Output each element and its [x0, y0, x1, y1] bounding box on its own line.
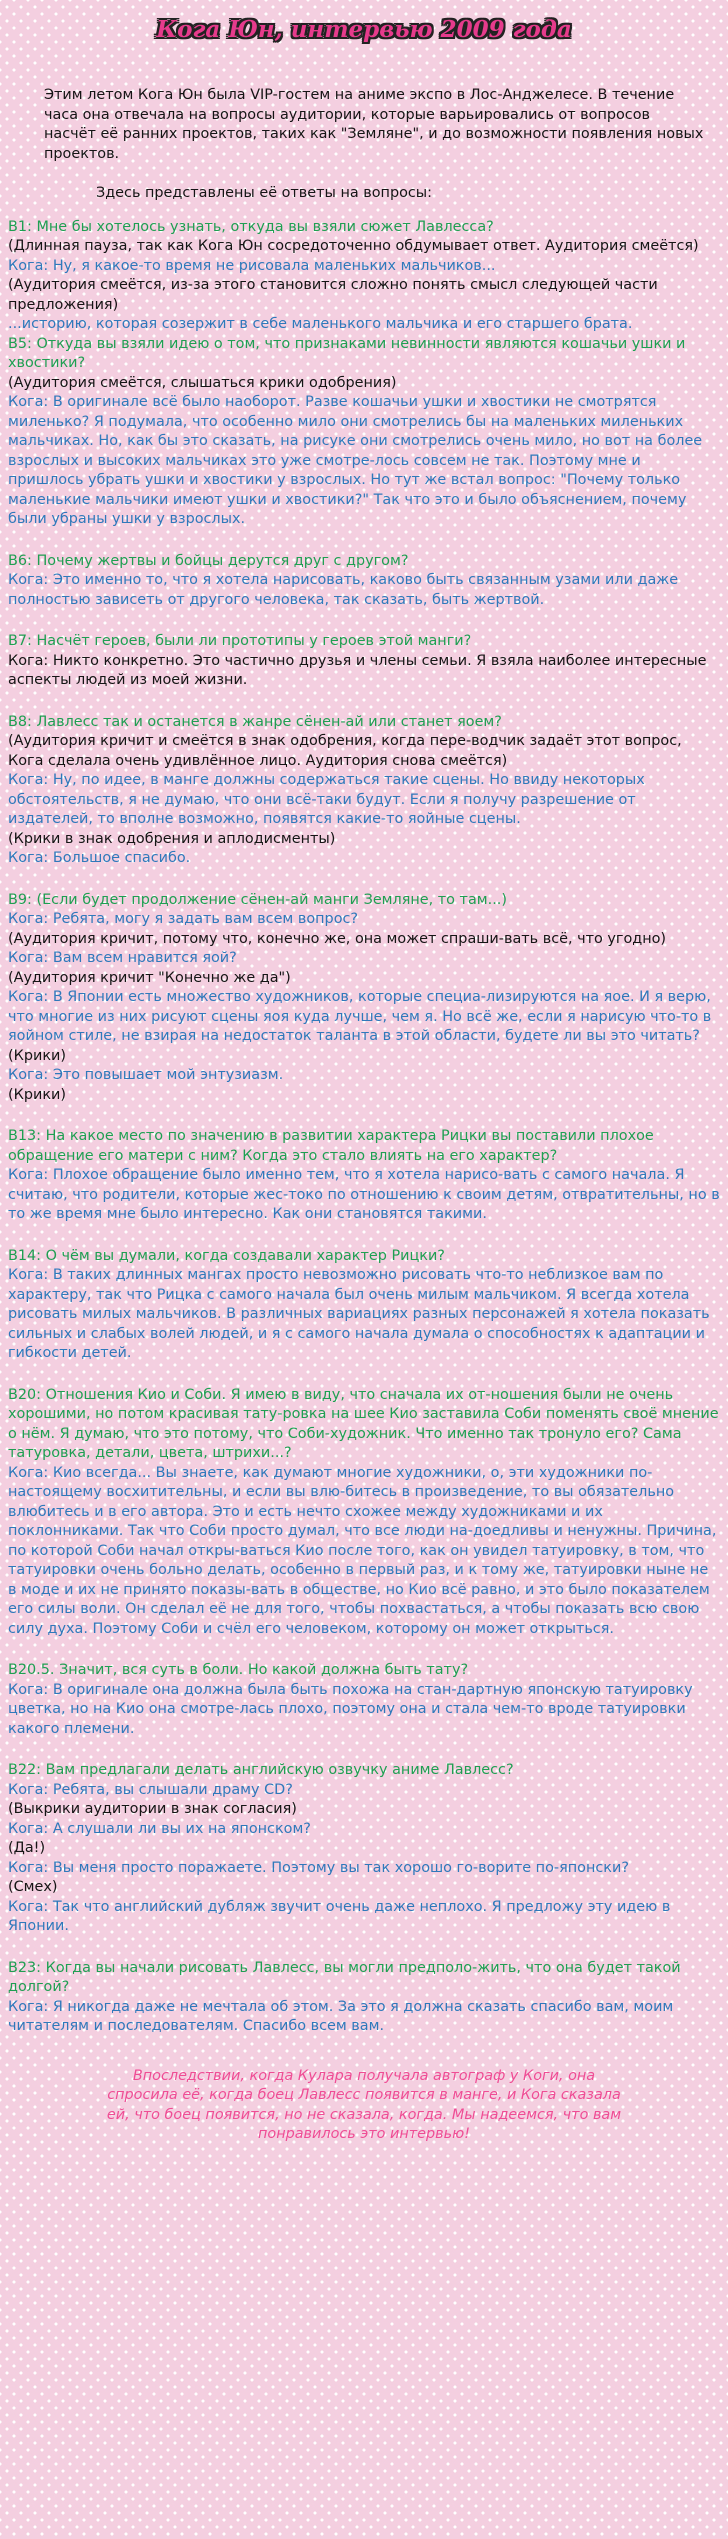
- question-line: В23: Когда вы начали рисовать Лавлесс, вы могли предполо-жить, что она будет такой долгой?: [8, 1959, 681, 1995]
- qa-sections: [8, 218, 720, 2037]
- audience-line: (Крики): [8, 1086, 66, 1103]
- question-line: В8: Лавлесс так и останется в жанре сёнен-ай или станет яоем?: [8, 713, 502, 730]
- audience-line: (Выкрики аудитории в знак согласия): [8, 1801, 297, 1817]
- qa-block: [8, 891, 720, 1106]
- qa-block: [8, 1761, 720, 1937]
- answer-line: Кога: Так что английский дубляж звучит очень даже неплохо. Я предложу эту идею в Японии.: [8, 1898, 671, 1934]
- question-line: В22: Вам предлагали делать английскую озвучку аниме Лавлесс?: [8, 1762, 514, 1778]
- audience-line: (Да!): [8, 1840, 46, 1856]
- question-line: В20.5. Значит, вся суть в боли. Но какой должна быть тату?: [8, 1662, 469, 1678]
- audience-line: (Аудитория кричит, потому что, конечно же, она может спраши-вать всё, что угодно): [8, 930, 667, 947]
- answer-line: Кога: Это повышает мой энтузиазм.: [8, 1067, 284, 1083]
- page-title: Кога Юн, интервью 2009 года: [156, 16, 572, 43]
- answer-line: Кога: Вам всем нравится яой?: [8, 950, 237, 966]
- audience-line: (Крики в знак одобрения и аплодисменты): [8, 830, 336, 847]
- answer-line: Кога: Ребята, вы слышали драму CD?: [8, 1781, 293, 1798]
- qa-block: [8, 218, 720, 530]
- question-line: В6: Почему жертвы и бойцы дерутся друг с другом?: [8, 552, 409, 569]
- answer-line: Кога: В Японии есть множество художников, которые специа-лизируются на яое. И я верю, что многие из них рисуют сцены яоя куда лучше, чем я. Но всё же, если я нарисую что-то в яойном стиле, не взирая на недостаток таланта в этой области, будете ли вы это читать?: [8, 989, 712, 1044]
- intro-paragraph: Этим летом Кога Юн была VIP-гостем на аниме экспо в Лос-Анджелесе. В течение часа она отвечала на вопросы аудитории, которые варьировались от вопросов насчёт её ранних проектов, таких как "Земляне", и до возможности появления новых проектов.: [44, 87, 704, 162]
- question-line: В5: Откуда вы взяли идею о том, что признаками невинности являются кошачьи ушки и хвостики?: [8, 335, 686, 371]
- qa-block: [8, 1661, 720, 1739]
- title-area: [0, 0, 728, 56]
- audience-line: (Смех): [8, 1879, 58, 1895]
- closing-note: Впоследствии, когда Кулара получала автограф у Коги, она спросила её, когда боец Лавлесс появится в манге, и Кога сказала ей, что боец появится, но не сказала, когда. Мы надеемся, что вам понравилось это интервью!: [106, 2067, 622, 2142]
- question-line: В13: На какое место по значению в развитии характера Рицки вы поставили плохое обращение его матери с ним? Когда это стало влиять на его характер?: [8, 1128, 654, 1164]
- answer-line: Кога: Ребята, могу я задать вам всем вопрос?: [8, 911, 359, 927]
- qa-block: [8, 1127, 720, 1225]
- subheading: Здесь представлены её ответы на вопросы:: [96, 185, 433, 201]
- audience-line: (Аудитория кричит и смеётся в знак одобрения, когда пере-водчик задаёт этот вопрос, Кога сделала очень удивлённое лицо. Аудитория снова смеётся): [8, 733, 682, 769]
- answer-line: Кога: Я никогда даже не мечтала об этом. За это я должна сказать спасибо вам, моим читателям и последователям. Спасибо всем вам.: [8, 1998, 674, 2034]
- qa-block: [8, 552, 720, 611]
- question-line: В14: О чём вы думали, когда создавали характер Рицки?: [8, 1247, 445, 1264]
- audience-line: Кога: Никто конкретно. Это частично друзья и члены семьи. Я взяла наиболее интересные аспекты людей из моей жизни.: [8, 652, 707, 688]
- qa-block: [8, 1386, 720, 1640]
- answer-line: Кога: Это именно то, что я хотела нарисовать, каково быть связанным узами или даже полностью зависеть от другого человека, так сказать, быть жертвой.: [8, 572, 679, 608]
- content: [0, 86, 728, 2145]
- answer-line: Кога: В оригинале она должна была быть похожа на стан-дартную японскую татуировку цветка, но на Кио она смотре-лась плохо, поэтому она и стала чем-то вроде татуировки какого племени.: [8, 1681, 693, 1737]
- qa-block: [8, 632, 720, 691]
- qa-block: [8, 713, 720, 869]
- audience-line: (Крики): [8, 1047, 66, 1064]
- answer-line: Кога: В оригинале всё было наоборот. Разве кошачьи ушки и хвостики не смотрятся миленько? Я подумала, что особенно мило они смотрелись бы на маленьких миленьких мальчиках. Но, как бы это сказать, на рисуке они смотрелись очень мило, но вот на более взрослых и высоких мальчиках это уже смотре-лось совсем не так. Поэтому мне и пришлось убрать ушки и хвостики у взрослых. Но тут же встал вопрос: "Почему только маленькие мальчики имеют ушки и хвостики?" Так что это и было объяснением, почему были убраны ушки у взрослых.: [8, 394, 703, 527]
- question-line: В9: (Если будет продолжение сёнен-ай манги Земляне, то там...): [8, 891, 507, 908]
- question-line: В20: Отношения Кио и Соби. Я имею в виду, что сначала их от-ношения были не очень хорошими, но потом красивая тату-ровка на шее Кио заставила Соби поменять своё мнение о нём. Я думаю, что это потому, что Соби-художник. Что именно так тронуло его? Сама татуровка, детали, цвета, штрихи...?: [8, 1386, 719, 1461]
- answer-line: Кога: Плохое обращение было именно тем, что я хотела нарисо-вать с самого начала. Я считаю, что родители, которые жес-токо по отношению к своим детям, отвратительны, но в то же время мне было интересно. Как они становятся такими.: [8, 1167, 720, 1222]
- answer-line: Кога: Ну, по идее, в манге должны содержаться такие сцены. Но ввиду некоторых обстоятельств, я не думаю, что они всё-таки будут. Если я получу разрешение от издателей, то вполне возможно, появятся какие-то яойные сцены.: [8, 772, 645, 827]
- question-line: В7: Насчёт героев, были ли прототипы у героев этой манги?: [8, 633, 472, 649]
- audience-line: (Аудитория кричит "Конечно же да"): [8, 969, 291, 986]
- qa-block: [8, 1959, 720, 2037]
- answer-line: Кога: В таких длинных мангах просто невозможно рисовать что-то неблизкое вам по характеру, так что Рицка с самого начала был очень милым мальчиком. Я всегда хотела рисовать милых мальчиков. В различных вариациях разных персонажей я хотела показать сильных и слабых волей людей, и я с самого начала думала о способностях к адаптации и гибкости детей.: [8, 1267, 710, 1361]
- answer-line: Кога: Ну, я какое-то время не рисовала маленьких мальчиков...: [8, 257, 496, 274]
- question-line: В1: Мне бы хотелось узнать, откуда вы взяли сюжет Лавлесса?: [8, 218, 494, 235]
- audience-line: (Аудитория смеётся, из-за этого становится сложно понять смысл следующей части предложения): [8, 277, 658, 313]
- answer-line: Кога: Большое спасибо.: [8, 850, 191, 866]
- answer-line: ...историю, которая созержит в себе маленького мальчика и его старшего брата.: [8, 316, 633, 332]
- answer-line: Кога: Кио всегда... Вы знаете, как думают многие художники, о, эти художники по-настоящему восхитительны, и если вы влю-битесь в произведение, то вы обязательно влюбитесь и в его автора. Это и есть нечто схожее между художниками и их поклонниками. Так что Соби просто думал, что все люди на-доедливы и ненужны. Причина, по которой Соби начал откры-ваться Кио после того, как он увидел татуировку, в том, что татуировки очень больно делать, особенно в первый раз, и к тому же, татуировки ныне не в моде и их не принято показы-вать в обществе, но Кио всё равно, и это было показателем его силы воли. Он сделал её не для того, чтобы похвастаться, а чтобы показать всю свою силу духа. Поэтому Соби и счёл его человеком, которому он может открыться.: [8, 1464, 717, 1637]
- audience-line: (Длинная пауза, так как Кога Юн сосредоточенно обдумывает ответ. Аудитория смеётся): [8, 238, 699, 254]
- answer-line: Кога: А слушали ли вы их на японском?: [8, 1820, 311, 1837]
- qa-block: [8, 1247, 720, 1364]
- answer-line: Кога: Вы меня просто поражаете. Поэтому вы так хорошо го-ворите по-японски?: [8, 1859, 629, 1876]
- audience-line: (Аудитория смеётся, слышаться крики одобрения): [8, 374, 397, 391]
